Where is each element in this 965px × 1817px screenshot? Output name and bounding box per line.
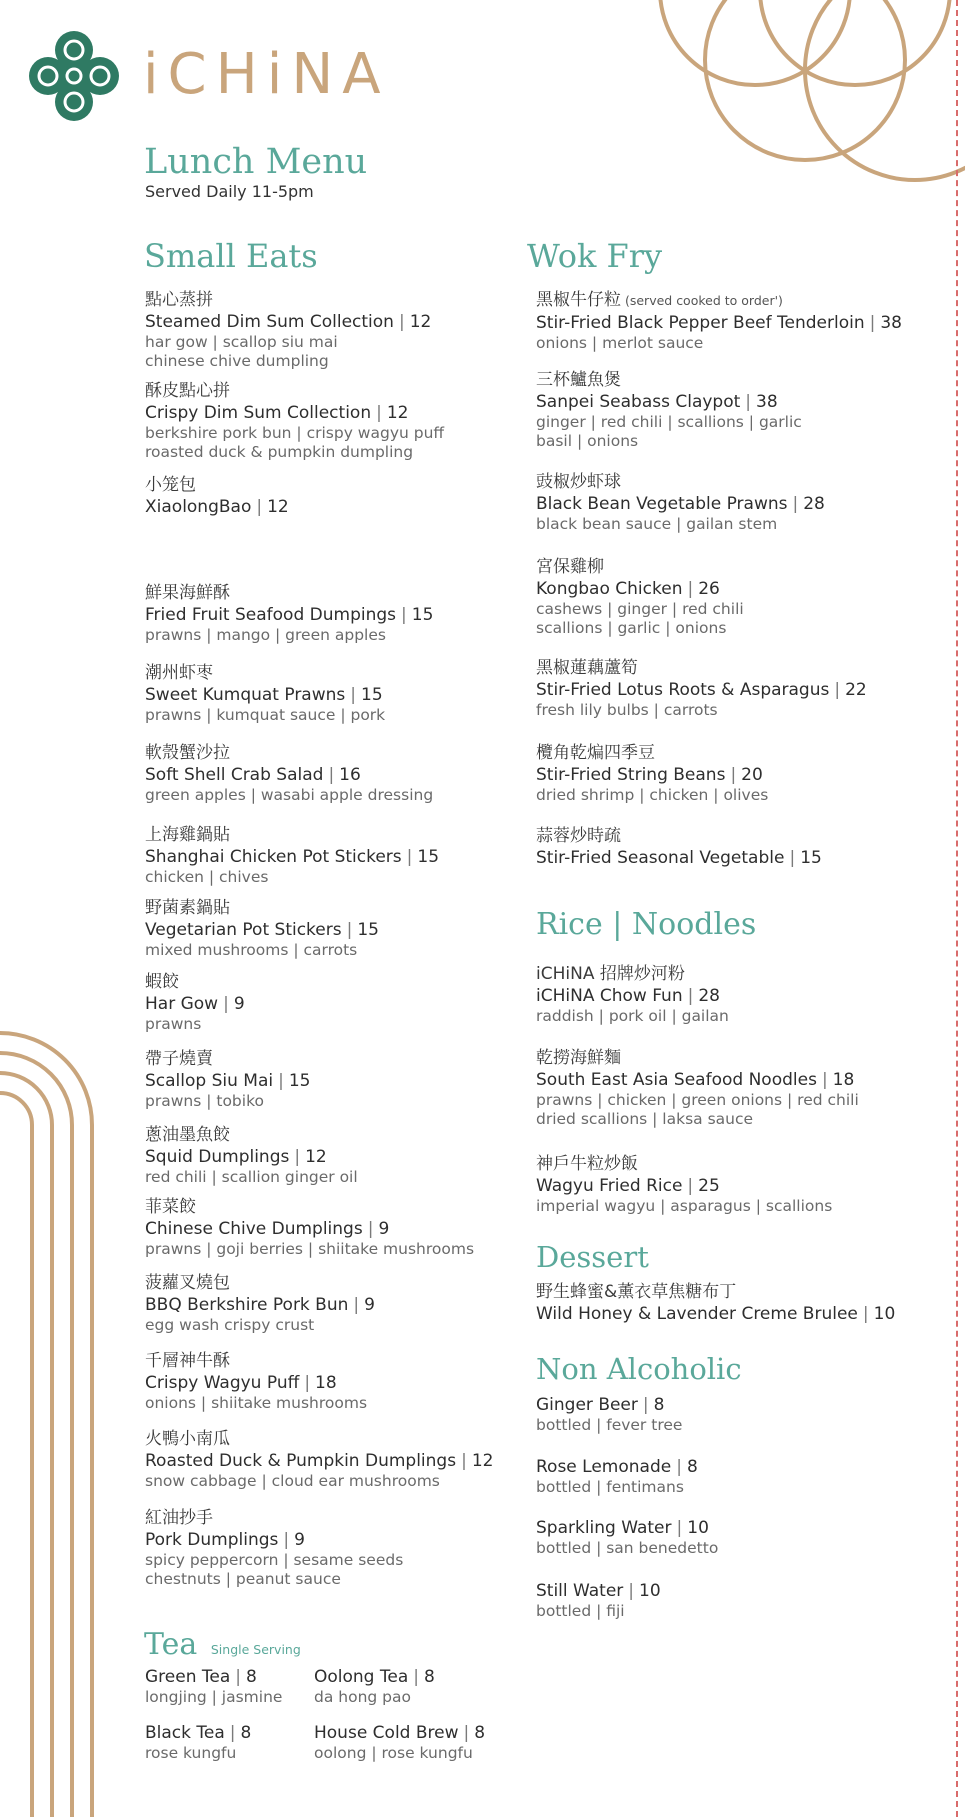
item-description: red chili | scallion ginger oil [145, 1168, 358, 1186]
item-name-text: Kongbao Chicken [536, 579, 683, 599]
item-description: oolong | rose kungfu [314, 1744, 473, 1762]
item-description: scallions | garlic | onions [536, 619, 727, 637]
item-name-text: South East Asia Seafood Noodles [536, 1070, 817, 1090]
item-name-text: Rose Lemonade [536, 1457, 672, 1477]
item-price: 22 [845, 680, 867, 700]
item-description: snow cabbage | cloud ear mushrooms [145, 1472, 440, 1490]
tea-item [314, 1722, 485, 1763]
item-price: 9 [294, 1530, 305, 1550]
item-description: fresh lily bulbs | carrots [536, 701, 718, 719]
item-name [536, 764, 768, 786]
item-name [536, 493, 825, 515]
item-price: 12 [409, 312, 432, 332]
item-chinese-name: 三杯鱸魚煲 [536, 370, 621, 390]
price-separator: | [687, 579, 694, 599]
item-description: raddish | pork oil | gailan [536, 1007, 729, 1025]
item-description: roasted duck & pumpkin dumpling [145, 443, 414, 461]
price-separator: | [676, 1518, 683, 1538]
section-title-rice-noodles: Rice | Noodles [536, 907, 757, 942]
menu-subtitle: Served Daily 11-5pm [145, 182, 314, 201]
price-separator: | [328, 765, 335, 785]
item-name-text: Stir-Fried String Beans [536, 765, 726, 785]
item-name-text: Scallop Siu Mai [145, 1071, 274, 1091]
price-separator: | [869, 313, 876, 333]
non-alcoholic-item [536, 1456, 698, 1497]
price-separator: | [406, 847, 413, 867]
item-price: 9 [233, 994, 245, 1014]
item-description: bottled | fentimans [536, 1478, 684, 1496]
wok-fry-item [536, 825, 822, 869]
item-name [536, 985, 729, 1007]
price-separator: | [367, 1219, 374, 1239]
item-name [536, 1456, 698, 1478]
item-description: basil | onions [536, 432, 639, 450]
item-name [145, 311, 431, 333]
item-chinese-name: 豉椒炒虾球 [536, 472, 621, 492]
small-eats-item [145, 662, 385, 725]
item-description: da hong pao [314, 1688, 411, 1706]
item-chinese-name: 黑椒蓮藕蘆筍 [536, 658, 638, 678]
item-chinese-name: 野菌素鍋貼 [145, 898, 230, 918]
item-description: prawns [145, 1015, 202, 1033]
item-name [536, 578, 744, 600]
rice-noodles-item [536, 1047, 859, 1129]
price-separator: | [834, 680, 841, 700]
item-description: bottled | san benedetto [536, 1539, 719, 1557]
item-name-text: Soft Shell Crab Salad [145, 765, 324, 785]
tea-item [145, 1666, 282, 1707]
item-price: 15 [361, 685, 383, 705]
item-name-text: Sanpei Seabass Claypot [536, 392, 741, 412]
price-separator: | [687, 986, 694, 1006]
item-name-text: Stir-Fried Lotus Roots & Asparagus [536, 680, 830, 700]
flower-logo-icon [28, 30, 120, 122]
item-name-text: Steamed Dim Sum Collection [145, 312, 394, 332]
item-name [536, 1394, 682, 1416]
item-price: 9 [364, 1295, 375, 1315]
section-title-tea [144, 1626, 301, 1669]
wok-fry-item [536, 471, 825, 534]
item-price: 16 [339, 765, 361, 785]
item-name [536, 1175, 832, 1197]
tea-item [145, 1722, 251, 1763]
item-price: 8 [246, 1667, 257, 1687]
item-price: 9 [378, 1219, 390, 1239]
item-name-text: House Cold Brew [314, 1723, 459, 1743]
item-name-text: Fried Fruit Seafood Dumpings [145, 605, 397, 625]
item-price: 10 [639, 1581, 661, 1601]
item-chinese-name: 紅油抄手 [145, 1508, 213, 1528]
item-price: 15 [417, 847, 440, 867]
item-price: 26 [698, 579, 720, 599]
small-eats-item [145, 971, 245, 1034]
non-alcoholic-item [536, 1394, 682, 1435]
item-chinese-name: 蔥油墨魚餃 [145, 1125, 230, 1145]
item-name-text: Pork Dumplings [145, 1530, 279, 1550]
item-chinese-name: 酥皮點心拼 [145, 381, 230, 401]
item-description: cashews | ginger | red chili [536, 600, 744, 618]
small-eats-item [145, 1196, 474, 1259]
item-name-text: Black Tea [145, 1723, 225, 1743]
small-eats-item [145, 897, 379, 960]
item-price: 28 [803, 494, 825, 514]
item-price: 18 [832, 1070, 855, 1090]
item-description: chinese chive dumpling [145, 352, 329, 370]
item-chinese-name: 野生蜂蜜&薰衣草焦糖布丁 [536, 1282, 737, 1302]
item-name [145, 1372, 367, 1394]
item-name-text: Stir-Fried Black Pepper Beef Tenderloin [536, 313, 865, 333]
item-name [145, 993, 245, 1015]
item-name [145, 1146, 358, 1168]
price-separator: | [304, 1373, 311, 1393]
item-name [536, 1303, 895, 1325]
item-description: bottled | fever tree [536, 1416, 683, 1434]
item-price: 15 [288, 1071, 311, 1091]
price-separator: | [687, 1176, 694, 1196]
item-chinese-name: 潮州虾枣 [145, 663, 213, 683]
item-name-text: Sparkling Water [536, 1518, 672, 1538]
item-name [536, 679, 867, 701]
small-eats-item [145, 742, 433, 805]
item-name-text: Wild Honey & Lavender Creme Brulee [536, 1304, 858, 1324]
item-name [536, 391, 802, 413]
item-chinese-name: 千層神牛酥 [145, 1351, 230, 1371]
price-separator: | [278, 1071, 284, 1091]
menu-title: Lunch Menu [144, 142, 368, 182]
rice-noodles-item [536, 1153, 832, 1216]
item-name-text: BBQ Berkshire Pork Bun [145, 1295, 349, 1315]
item-name-text: Sweet Kumquat Prawns [145, 685, 346, 705]
item-name-text: Stir-Fried Seasonal Vegetable [536, 848, 785, 868]
item-name-text: Squid Dumplings [145, 1147, 290, 1167]
small-eats-item [145, 1350, 367, 1413]
item-description: green apples | wasabi apple dressing [145, 786, 434, 804]
item-chinese-name: 蝦餃 [145, 972, 179, 992]
item-description: prawns | kumquat sauce | pork [145, 706, 386, 724]
item-name [145, 684, 385, 706]
price-separator: | [676, 1457, 682, 1477]
price-separator: | [229, 1723, 236, 1743]
item-description: black bean sauce | gailan stem [536, 515, 778, 533]
item-price: 15 [411, 605, 434, 625]
small-eats-item [145, 582, 433, 645]
non-alcoholic-item [536, 1580, 661, 1621]
small-eats-item [145, 824, 439, 887]
item-price: 38 [756, 392, 778, 412]
item-description: rose kungfu [145, 1744, 237, 1762]
item-name [145, 1529, 403, 1551]
wok-fry-item [536, 289, 902, 353]
price-separator: | [294, 1147, 301, 1167]
item-name [314, 1666, 435, 1688]
price-separator: | [398, 312, 405, 332]
item-price: 25 [698, 1176, 720, 1196]
item-name [145, 1666, 282, 1688]
item-name [536, 1069, 859, 1091]
item-price: 20 [741, 765, 763, 785]
item-name [145, 846, 439, 868]
wok-fry-item [536, 742, 768, 805]
tea-item [314, 1666, 435, 1707]
item-price: 8 [423, 1667, 435, 1687]
wok-fry-item [536, 657, 867, 720]
section-title-small-eats: Small Eats [144, 237, 318, 275]
price-separator: | [350, 685, 356, 705]
decorative-arches [0, 1025, 110, 1817]
item-price: 12 [267, 497, 289, 517]
item-chinese-name: 上海雞鍋貼 [145, 825, 230, 845]
price-separator: | [862, 1304, 869, 1324]
tea-subtitle: Single Serving [210, 1642, 301, 1657]
price-separator: | [821, 1070, 828, 1090]
item-chinese-name: 鮮果海鮮酥 [145, 583, 230, 603]
item-name [536, 1580, 661, 1602]
item-name [314, 1722, 485, 1744]
non-alcoholic-item [536, 1517, 718, 1558]
item-price: 10 [687, 1518, 709, 1538]
item-description: prawns | mango | green apples [145, 626, 386, 644]
item-name [145, 604, 433, 626]
item-chinese-name: 軟殼蟹沙拉 [145, 743, 230, 763]
item-name [536, 312, 902, 334]
item-description: onions | merlot sauce [536, 334, 704, 352]
item-name-text: Shanghai Chicken Pot Stickers [145, 847, 402, 867]
item-note: (served cooked to order') [621, 293, 783, 308]
price-separator: | [792, 494, 799, 514]
item-chinese-name: 黑椒牛仔粒 (served cooked to order') [536, 290, 783, 310]
price-separator: | [789, 848, 796, 868]
price-separator: | [628, 1581, 635, 1601]
item-price: 12 [386, 403, 409, 423]
small-eats-item [145, 1507, 403, 1589]
item-description: mixed mushrooms | carrots [145, 941, 358, 959]
wok-fry-item [536, 369, 802, 451]
item-name-text: Green Tea [145, 1667, 231, 1687]
item-description: ginger | red chili | scallions | garlic [536, 413, 802, 431]
price-separator: | [376, 403, 382, 423]
price-separator: | [283, 1530, 290, 1550]
item-price: 12 [305, 1147, 327, 1167]
item-chinese-name: 乾撈海鮮麵 [536, 1048, 621, 1068]
item-price: 8 [474, 1723, 486, 1743]
brand-name: iCHiNA [143, 42, 390, 107]
item-name [536, 847, 822, 869]
item-description: chicken | chives [145, 868, 269, 886]
item-price: 10 [873, 1304, 896, 1324]
price-separator: | [463, 1723, 470, 1743]
small-eats-item [145, 1048, 310, 1111]
price-separator: | [235, 1667, 241, 1687]
item-description: prawns | chicken | green onions | red chili [536, 1091, 859, 1109]
price-separator: | [346, 920, 353, 940]
item-price: 8 [240, 1723, 252, 1743]
section-title-wok-fry: Wok Fry [527, 237, 663, 275]
dessert-item [536, 1281, 895, 1325]
item-chinese-name: 蒜蓉炒時疏 [536, 826, 621, 846]
item-chinese-name: 火鴨小南瓜 [145, 1429, 230, 1449]
item-name-text: XiaolongBao [145, 497, 252, 517]
item-chinese-name: 欖角乾煸四季豆 [536, 743, 655, 763]
item-description: dried shrimp | chicken | olives [536, 786, 769, 804]
item-name [145, 402, 444, 424]
item-description: bottled | fiji [536, 1602, 625, 1620]
item-description: berkshire pork bun | crispy wagyu puff [145, 424, 445, 442]
item-description: onions | shiitake mushrooms [145, 1394, 368, 1412]
small-eats-item [145, 380, 444, 462]
item-description: prawns | goji berries | shiitake mushrooms [145, 1240, 475, 1258]
item-description: dried scallions | laksa sauce [536, 1110, 754, 1128]
item-price: 12 [471, 1451, 494, 1471]
item-price: 28 [698, 986, 720, 1006]
item-name [145, 919, 379, 941]
small-eats-item [145, 289, 431, 371]
item-chinese-name: 神戶牛粒炒飯 [536, 1154, 638, 1174]
dashed-border [956, 0, 958, 1817]
price-separator: | [461, 1451, 467, 1471]
wok-fry-item [536, 556, 744, 638]
item-price: 8 [686, 1457, 698, 1477]
item-chinese-name: 帶子燒賣 [145, 1049, 213, 1069]
item-name-text: Crispy Wagyu Puff [145, 1373, 300, 1393]
item-price: 8 [653, 1395, 665, 1415]
item-price: 15 [800, 848, 822, 868]
item-chinese-name: 點心蒸拼 [145, 290, 213, 310]
price-separator: | [256, 497, 263, 517]
small-eats-item [145, 1124, 358, 1187]
item-chinese-name: iCHiNA 招牌炒河粉 [536, 964, 685, 984]
section-title-dessert: Dessert [536, 1240, 649, 1274]
price-separator: | [223, 994, 229, 1014]
small-eats-item [145, 1272, 375, 1335]
item-description: spicy peppercorn | sesame seeds [145, 1551, 404, 1569]
price-separator: | [642, 1395, 649, 1415]
item-name [145, 1070, 310, 1092]
price-separator: | [353, 1295, 360, 1315]
item-name-text: Crispy Dim Sum Collection [145, 403, 372, 423]
item-name [145, 496, 289, 518]
decorative-circles [600, 0, 965, 220]
item-name-text: Vegetarian Pot Stickers [145, 920, 342, 940]
item-name [536, 1517, 718, 1539]
item-price: 15 [357, 920, 379, 940]
item-name-text: Still Water [536, 1581, 624, 1601]
price-separator: | [401, 605, 407, 625]
item-chinese-name: 菠蘿叉燒包 [145, 1273, 230, 1293]
item-price: 18 [315, 1373, 337, 1393]
item-description: chestnuts | peanut sauce [145, 1570, 341, 1588]
small-eats-item [145, 474, 289, 518]
price-separator: | [413, 1667, 419, 1687]
item-name [145, 1294, 375, 1316]
item-description: egg wash crispy crust [145, 1316, 315, 1334]
item-description: longjing | jasmine [145, 1688, 283, 1706]
item-name [145, 1218, 474, 1240]
item-name-text: Ginger Beer [536, 1395, 638, 1415]
item-name-text: iCHiNA Chow Fun [536, 986, 683, 1006]
item-name-text: Black Bean Vegetable Prawns [536, 494, 788, 514]
item-name-text: Har Gow [145, 994, 219, 1014]
item-name-text: Chinese Chive Dumplings [145, 1219, 363, 1239]
item-name-text: Oolong Tea [314, 1667, 409, 1687]
price-separator: | [730, 765, 737, 785]
item-chinese-name: 小笼包 [145, 475, 196, 495]
small-eats-item [145, 1428, 493, 1491]
item-description: prawns | tobiko [145, 1092, 264, 1110]
item-name [145, 764, 433, 786]
item-name-text: Roasted Duck & Pumpkin Dumplings [145, 1451, 457, 1471]
rice-noodles-item [536, 963, 729, 1026]
item-name [145, 1722, 251, 1744]
item-description: imperial wagyu | asparagus | scallions [536, 1197, 833, 1215]
section-title-non-alcoholic: Non Alcoholic [536, 1352, 742, 1386]
item-chinese-name: 宮保雞柳 [536, 557, 604, 577]
item-price: 38 [880, 313, 902, 333]
price-separator: | [745, 392, 752, 412]
item-description: har gow | scallop siu mai [145, 333, 338, 351]
tea-title: Tea [144, 1627, 198, 1662]
item-name-text: Wagyu Fried Rice [536, 1176, 683, 1196]
item-chinese-name: 菲菜餃 [145, 1197, 196, 1217]
item-name [145, 1450, 493, 1472]
